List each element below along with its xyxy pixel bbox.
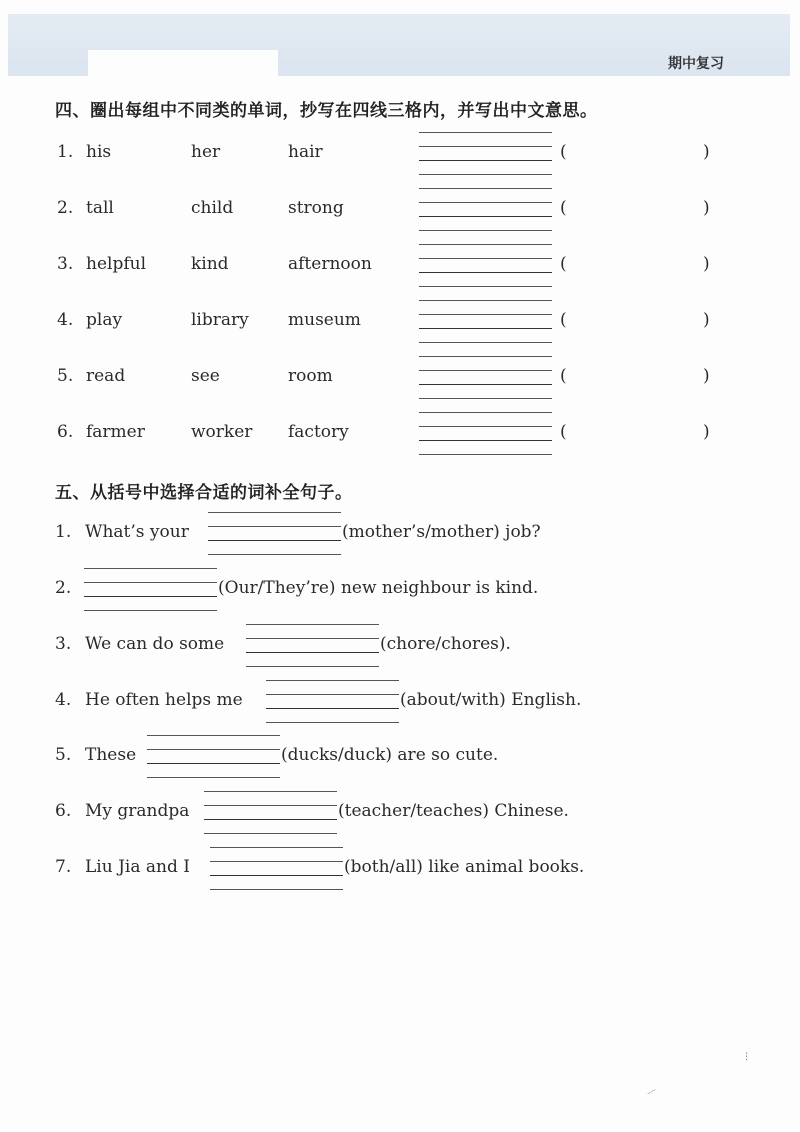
meaning-paren-close: ): [703, 422, 710, 442]
section4-row: [0, 198, 800, 254]
meaning-paren-open: (: [560, 310, 567, 330]
section5-row: [0, 801, 800, 857]
meaning-paren-open: (: [560, 198, 567, 218]
answer-blank[interactable]: [147, 735, 280, 790]
meaning-paren-close: ): [703, 198, 710, 218]
answer-blank[interactable]: [266, 680, 399, 735]
four-line-writing-field[interactable]: [419, 412, 552, 467]
section4-row: [0, 422, 800, 478]
sentence-end-with-options: (chore/chores).: [380, 634, 511, 654]
item-number: 3.: [55, 634, 72, 654]
item-number: 1.: [55, 522, 72, 542]
word-option[interactable]: library: [191, 310, 249, 330]
meaning-paren-close: ): [703, 142, 710, 162]
answer-blank[interactable]: [210, 847, 343, 902]
word-option[interactable]: see: [191, 366, 220, 386]
word-option[interactable]: tall: [86, 198, 114, 218]
sentence-end-with-options: (Our/They’re) new neighbour is kind.: [218, 578, 539, 598]
sentence-start: He often helps me: [85, 690, 243, 710]
section5-row: [0, 634, 800, 690]
header-blank-area: [88, 50, 278, 76]
section4-row: [0, 310, 800, 366]
word-option[interactable]: strong: [288, 198, 344, 218]
meaning-paren-open: (: [560, 366, 567, 386]
word-option[interactable]: factory: [288, 422, 349, 442]
word-option[interactable]: kind: [191, 254, 229, 274]
sentence-start: Liu Jia and I: [85, 857, 190, 877]
four-line-writing-field[interactable]: [419, 300, 552, 355]
item-number: 5.: [55, 745, 72, 765]
meaning-paren-open: (: [560, 254, 567, 274]
word-option[interactable]: worker: [191, 422, 253, 442]
section4-row: [0, 254, 800, 310]
meaning-paren-close: ): [703, 310, 710, 330]
sentence-end-with-options: (both/all) like animal books.: [344, 857, 585, 877]
sentence-end-with-options: (about/with) English.: [400, 690, 582, 710]
meaning-paren-open: (: [560, 142, 567, 162]
scan-mark: ﹏: [643, 1083, 657, 1097]
meaning-paren-open: (: [560, 422, 567, 442]
section5-row: [0, 857, 800, 913]
item-number: 7.: [55, 857, 72, 877]
word-option[interactable]: afternoon: [288, 254, 372, 274]
header-label: 期中复习: [668, 56, 724, 72]
section5-row: [0, 745, 800, 801]
sentence-end-with-options: (mother’s/mother) job?: [342, 522, 541, 542]
word-option[interactable]: room: [288, 366, 333, 386]
four-line-writing-field[interactable]: [419, 132, 552, 187]
item-number: 5.: [57, 366, 74, 386]
section4-title: 四、圈出每组中不同类的单词，抄写在四线三格内，并写出中文意思。: [55, 101, 598, 121]
word-option[interactable]: play: [86, 310, 123, 330]
item-number: 2.: [57, 198, 74, 218]
sentence-end-with-options: (teacher/teaches) Chinese.: [338, 801, 569, 821]
word-option[interactable]: helpful: [86, 254, 147, 274]
item-number: 3.: [57, 254, 74, 274]
sentence-start: We can do some: [85, 634, 225, 654]
answer-blank[interactable]: [208, 512, 341, 567]
section4-row: [0, 142, 800, 198]
item-number: 6.: [55, 801, 72, 821]
answer-blank[interactable]: [246, 624, 379, 679]
sentence-end-with-options: (ducks/duck) are so cute.: [281, 745, 499, 765]
four-line-writing-field[interactable]: [419, 356, 552, 411]
item-number: 2.: [55, 578, 72, 598]
item-number: 1.: [57, 142, 74, 162]
four-line-writing-field[interactable]: [419, 244, 552, 299]
word-option[interactable]: read: [86, 366, 126, 386]
item-number: 4.: [57, 310, 74, 330]
four-line-writing-field[interactable]: [419, 188, 552, 243]
word-option[interactable]: his: [86, 142, 112, 162]
sentence-start: My grandpa: [85, 801, 190, 821]
sentence-start: These: [85, 745, 137, 765]
word-option[interactable]: museum: [288, 310, 361, 330]
section5-title: 五、从括号中选择合适的词补全句子。: [55, 483, 353, 503]
word-option[interactable]: her: [191, 142, 221, 162]
answer-blank[interactable]: [84, 568, 217, 623]
answer-blank[interactable]: [204, 791, 337, 846]
section4-row: [0, 366, 800, 422]
section5-row: [0, 690, 800, 746]
word-option[interactable]: child: [191, 198, 234, 218]
scan-speck: ⋮: [742, 1052, 751, 1062]
word-option[interactable]: hair: [288, 142, 323, 162]
word-option[interactable]: farmer: [86, 422, 145, 442]
item-number: 6.: [57, 422, 74, 442]
meaning-paren-close: ): [703, 254, 710, 274]
sentence-start: What’s your: [85, 522, 189, 542]
item-number: 4.: [55, 690, 72, 710]
meaning-paren-close: ): [703, 366, 710, 386]
